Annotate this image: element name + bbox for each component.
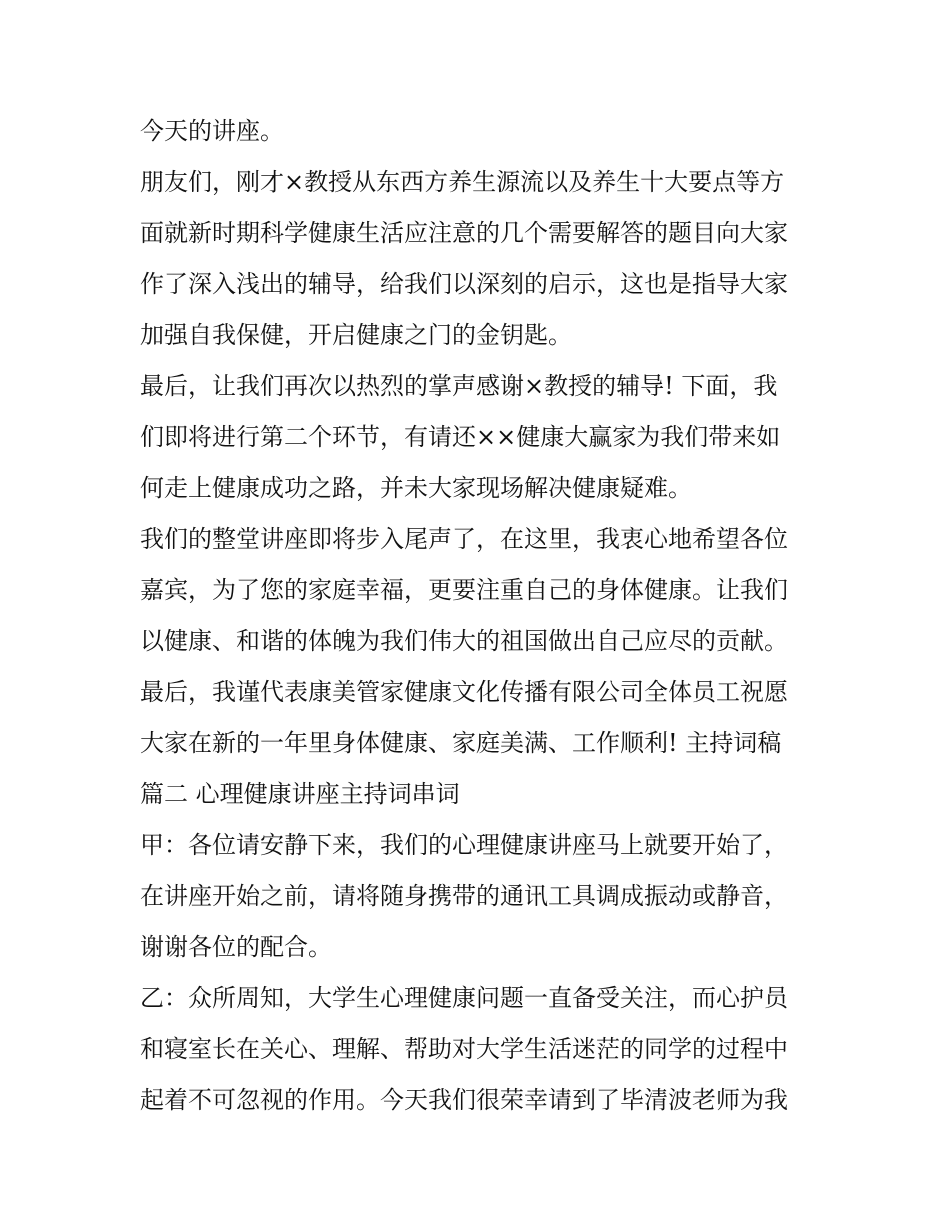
text-line: 最后，我谨代表康美管家健康文化传播有限公司全体员工祝愿 xyxy=(140,678,788,706)
text-line: 加强自我保健，开启健康之门的金钥匙。 xyxy=(140,321,572,349)
section-heading: 篇二 心理健康讲座主持词串词 xyxy=(140,780,460,808)
text-line: 大家在新的一年里身体健康、家庭美满、工作顺利! 主持词稿 xyxy=(140,729,782,757)
text-line: 和寝室长在关心、理解、帮助对大学生活迷茫的同学的过程中 xyxy=(140,1035,788,1063)
text-line: 我们的整堂讲座即将步入尾声了，在这里，我衷心地希望各位 xyxy=(140,525,788,553)
text-line: 甲：各位请安静下来，我们的心理健康讲座马上就要开始了， xyxy=(140,831,788,859)
document-body xyxy=(140,106,820,1126)
text-line: 起着不可忽视的作用。今天我们很荣幸请到了毕清波老师为我 xyxy=(140,1086,788,1114)
text-line: 最后，让我们再次以热烈的掌声感谢×教授的辅导! 下面，我 xyxy=(140,372,778,400)
text-line: 在讲座开始之前，请将随身携带的通讯工具调成振动或静音， xyxy=(140,882,788,910)
text-line: 朋友们，刚才×教授从东西方养生源流以及养生十大要点等方 xyxy=(140,168,785,196)
text-line: 作了深入浅出的辅导，给我们以深刻的启示，这也是指导大家 xyxy=(140,270,788,298)
text-line: 今天的讲座。 xyxy=(140,117,284,145)
text-line: 谢谢各位的配合。 xyxy=(140,933,332,961)
text-line: 嘉宾，为了您的家庭幸福，更要注重自己的身体健康。让我们 xyxy=(140,576,788,604)
text-line: 面就新时期科学健康生活应注意的几个需要解答的题目向大家 xyxy=(140,219,788,247)
text-line: 乙：众所周知，大学生心理健康问题一直备受关注，而心护员 xyxy=(140,984,788,1012)
text-line: 以健康、和谐的体魄为我们伟大的祖国做出自己应尽的贡献。 xyxy=(140,627,788,655)
text-line: 们即将进行第二个环节，有请还××健康大赢家为我们带来如 xyxy=(140,423,781,451)
text-line: 何走上健康成功之路，并未大家现场解决健康疑难。 xyxy=(140,474,692,502)
